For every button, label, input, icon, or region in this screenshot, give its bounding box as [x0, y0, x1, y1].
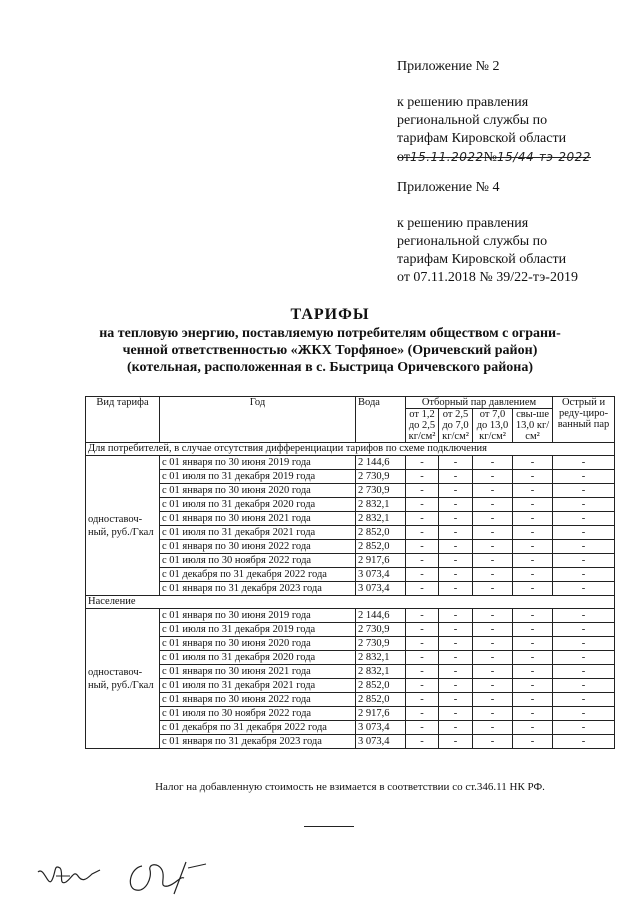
header-pressure-4: свы-ше 13,0 кг/см² [513, 409, 553, 443]
header-tariff-type: Вид тарифа [86, 397, 160, 443]
sharp-steam-cell: - [553, 693, 615, 707]
period-cell: с 01 января по 30 июня 2022 года [160, 540, 356, 554]
period-cell: с 01 января по 30 июня 2021 года [160, 512, 356, 526]
period-cell: с 01 июля по 31 декабря 2019 года [160, 623, 356, 637]
period-cell: с 01 декабря по 31 декабря 2022 года [160, 721, 356, 735]
pressure-2-cell: - [439, 637, 473, 651]
pressure-4-cell: - [513, 609, 553, 623]
pressure-2-cell: - [439, 470, 473, 484]
table-row [86, 512, 615, 526]
period-cell: с 01 июля по 31 декабря 2021 года [160, 526, 356, 540]
header-water: Вода [356, 397, 406, 443]
pressure-4-cell: - [513, 456, 553, 470]
pressure-1-cell: - [406, 582, 439, 596]
appendix-2-date-number-line [397, 148, 591, 167]
pressure-2-cell: - [439, 498, 473, 512]
heading-line-1: на тепловую энергию, поставляемую потребителям обществом с ограни- [99, 326, 561, 341]
pressure-1-cell: - [406, 707, 439, 721]
sharp-steam-cell: - [553, 637, 615, 651]
pressure-1-cell: - [406, 637, 439, 651]
period-cell: с 01 января по 30 июня 2019 года [160, 609, 356, 623]
table-row [86, 568, 615, 582]
pressure-2-cell: - [439, 540, 473, 554]
pressure-1-cell: - [406, 554, 439, 568]
heading-title: ТАРИФЫ [290, 306, 370, 323]
appendix-4-block [397, 179, 578, 287]
pressure-1-cell: - [406, 735, 439, 749]
appendix-4-line-2: региональной службы по [397, 234, 548, 249]
water-price-cell: 2 832,1 [356, 651, 406, 665]
pressure-2-cell: - [439, 665, 473, 679]
sharp-steam-cell: - [553, 582, 615, 596]
sharp-steam-cell: - [553, 456, 615, 470]
water-price-cell: 2 852,0 [356, 540, 406, 554]
pressure-2-cell: - [439, 484, 473, 498]
pressure-3-cell: - [473, 735, 513, 749]
pressure-1-cell: - [406, 651, 439, 665]
pressure-1-cell: - [406, 456, 439, 470]
pressure-1-cell: - [406, 665, 439, 679]
period-cell: с 01 июля по 30 ноября 2022 года [160, 554, 356, 568]
pressure-2-cell: - [439, 693, 473, 707]
tariff-table [85, 396, 615, 749]
handwritten-date: 15.11.2022 [409, 150, 484, 164]
pressure-2-cell: - [439, 609, 473, 623]
period-cell: с 01 июля по 31 декабря 2019 года [160, 470, 356, 484]
pressure-3-cell: - [473, 693, 513, 707]
pressure-1-cell: - [406, 484, 439, 498]
number-prefix: № [483, 150, 498, 165]
section-row [86, 596, 615, 609]
header-pressure-2: от 2,5 до 7,0 кг/см² [439, 409, 473, 443]
pressure-3-cell: - [473, 568, 513, 582]
appendix-4-title: Приложение № 4 [397, 180, 500, 195]
table-row [86, 721, 615, 735]
water-price-cell: 2 144,6 [356, 456, 406, 470]
period-cell: с 01 января по 30 июня 2020 года [160, 637, 356, 651]
water-price-cell: 3 073,4 [356, 721, 406, 735]
pressure-4-cell: - [513, 554, 553, 568]
pressure-1-cell: - [406, 498, 439, 512]
pressure-4-cell: - [513, 540, 553, 554]
table-row [86, 540, 615, 554]
pressure-2-cell: - [439, 721, 473, 735]
water-price-cell: 2 917,6 [356, 554, 406, 568]
pressure-4-cell: - [513, 582, 553, 596]
water-price-cell: 2 730,9 [356, 470, 406, 484]
pressure-4-cell: - [513, 651, 553, 665]
period-cell: с 01 декабря по 31 декабря 2022 года [160, 568, 356, 582]
period-cell: с 01 июля по 30 ноября 2022 года [160, 707, 356, 721]
water-price-cell: 2 730,9 [356, 623, 406, 637]
pressure-3-cell: - [473, 512, 513, 526]
pressure-3-cell: - [473, 651, 513, 665]
table-header-row-1 [86, 397, 615, 409]
appendix-2-line-2: региональной службы по [397, 113, 548, 128]
vat-note: Налог на добавленную стоимость не взимается в соответствии со ст.346.11 НК РФ. [155, 781, 545, 793]
water-price-cell: 2 852,0 [356, 679, 406, 693]
appendix-2-line-3: тарифам Кировской области [397, 131, 567, 146]
table-row [86, 665, 615, 679]
pressure-4-cell: - [513, 735, 553, 749]
table-row [86, 693, 615, 707]
sharp-steam-cell: - [553, 679, 615, 693]
pressure-1-cell: - [406, 721, 439, 735]
sharp-steam-cell: - [553, 735, 615, 749]
pressure-2-cell: - [439, 679, 473, 693]
pressure-4-cell: - [513, 665, 553, 679]
period-cell: с 01 января по 31 декабря 2023 года [160, 735, 356, 749]
pressure-2-cell: - [439, 526, 473, 540]
water-price-cell: 3 073,4 [356, 568, 406, 582]
sharp-steam-cell: - [553, 665, 615, 679]
pressure-2-cell: - [439, 568, 473, 582]
pressure-3-cell: - [473, 456, 513, 470]
pressure-4-cell: - [513, 637, 553, 651]
pressure-3-cell: - [473, 721, 513, 735]
sharp-steam-cell: - [553, 484, 615, 498]
end-divider [304, 826, 354, 827]
table-row [86, 637, 615, 651]
period-cell: с 01 июля по 31 декабря 2021 года [160, 679, 356, 693]
pressure-1-cell: - [406, 470, 439, 484]
pressure-3-cell: - [473, 498, 513, 512]
pressure-4-cell: - [513, 498, 553, 512]
header-sharp-steam: Острый и реду-циро-ванный пар [553, 397, 615, 443]
pressure-4-cell: - [513, 470, 553, 484]
period-cell: с 01 июля по 31 декабря 2020 года [160, 498, 356, 512]
water-price-cell: 2 730,9 [356, 484, 406, 498]
heading-line-3: (котельная, расположенная в с. Быстрица Оричевского района) [126, 360, 534, 375]
pressure-3-cell: - [473, 609, 513, 623]
table-row [86, 526, 615, 540]
water-price-cell: 2 730,9 [356, 637, 406, 651]
sharp-steam-cell: - [553, 498, 615, 512]
signature-1 [36, 858, 106, 894]
sharp-steam-cell: - [553, 623, 615, 637]
water-price-cell: 2 832,1 [356, 512, 406, 526]
appendix-2-line-1: к решению правления [397, 95, 529, 110]
table-row [86, 651, 615, 665]
appendix-4-line-4: от 07.11.2018 № 39/22-тэ-2019 [397, 270, 578, 285]
pressure-2-cell: - [439, 707, 473, 721]
table-row [86, 609, 615, 623]
table-row [86, 498, 615, 512]
pressure-4-cell: - [513, 679, 553, 693]
sharp-steam-cell: - [553, 721, 615, 735]
section-label: Население [86, 596, 615, 609]
pressure-2-cell: - [439, 623, 473, 637]
water-price-cell: 2 917,6 [356, 707, 406, 721]
strike-through-line [397, 157, 591, 158]
pressure-1-cell: - [406, 693, 439, 707]
pressure-1-cell: - [406, 540, 439, 554]
water-price-cell: 2 852,0 [356, 693, 406, 707]
pressure-1-cell: - [406, 623, 439, 637]
appendix-2-block [397, 58, 591, 167]
pressure-3-cell: - [473, 540, 513, 554]
pressure-2-cell: - [439, 582, 473, 596]
pressure-3-cell: - [473, 484, 513, 498]
header-year: Год [160, 397, 356, 443]
pressure-3-cell: - [473, 470, 513, 484]
pressure-4-cell: - [513, 568, 553, 582]
pressure-3-cell: - [473, 665, 513, 679]
pressure-1-cell: - [406, 568, 439, 582]
pressure-2-cell: - [439, 735, 473, 749]
pressure-3-cell: - [473, 623, 513, 637]
pressure-1-cell: - [406, 526, 439, 540]
section-row [86, 443, 615, 456]
section-label: Для потребителей, в случае отсутствия дифференциации тарифов по схеме подключения [86, 443, 615, 456]
pressure-4-cell: - [513, 484, 553, 498]
signature-2 [122, 858, 212, 898]
table-row [86, 735, 615, 749]
document-heading [70, 305, 590, 376]
pressure-1-cell: - [406, 609, 439, 623]
pressure-4-cell: - [513, 526, 553, 540]
water-price-cell: 3 073,4 [356, 735, 406, 749]
pressure-2-cell: - [439, 456, 473, 470]
water-price-cell: 2 832,1 [356, 665, 406, 679]
water-price-cell: 2 832,1 [356, 498, 406, 512]
tariff-kind-cell: одноставоч-ный, руб./Гкал [86, 456, 160, 596]
pressure-3-cell: - [473, 554, 513, 568]
handwritten-number: 15/44-тэ-2022 [497, 150, 591, 164]
pressure-3-cell: - [473, 637, 513, 651]
pressure-3-cell: - [473, 679, 513, 693]
water-price-cell: 2 852,0 [356, 526, 406, 540]
header-pressure-1: от 1,2 до 2,5 кг/см² [406, 409, 439, 443]
header-pressure-3: от 7,0 до 13,0 кг/см² [473, 409, 513, 443]
pressure-4-cell: - [513, 693, 553, 707]
sharp-steam-cell: - [553, 512, 615, 526]
table-row [86, 470, 615, 484]
pressure-1-cell: - [406, 512, 439, 526]
period-cell: с 01 января по 30 июня 2019 года [160, 456, 356, 470]
pressure-4-cell: - [513, 707, 553, 721]
period-cell: с 01 июля по 31 декабря 2020 года [160, 651, 356, 665]
pressure-3-cell: - [473, 707, 513, 721]
sharp-steam-cell: - [553, 707, 615, 721]
table-row [86, 679, 615, 693]
period-cell: с 01 января по 30 июня 2021 года [160, 665, 356, 679]
appendix-4-line-1: к решению правления [397, 216, 529, 231]
period-cell: с 01 января по 30 июня 2020 года [160, 484, 356, 498]
table-row [86, 582, 615, 596]
appendix-4-line-3: тарифам Кировской области [397, 252, 567, 267]
period-cell: с 01 января по 30 июня 2022 года [160, 693, 356, 707]
table-row [86, 484, 615, 498]
pressure-2-cell: - [439, 554, 473, 568]
sharp-steam-cell: - [553, 470, 615, 484]
appendix-2-title: Приложение № 2 [397, 59, 500, 74]
table-row [86, 554, 615, 568]
sharp-steam-cell: - [553, 540, 615, 554]
pressure-4-cell: - [513, 721, 553, 735]
pressure-3-cell: - [473, 526, 513, 540]
tariff-kind-cell: одноставоч-ный, руб./Гкал [86, 609, 160, 749]
pressure-2-cell: - [439, 651, 473, 665]
sharp-steam-cell: - [553, 651, 615, 665]
sharp-steam-cell: - [553, 526, 615, 540]
pressure-1-cell: - [406, 679, 439, 693]
pressure-2-cell: - [439, 512, 473, 526]
table-row [86, 623, 615, 637]
period-cell: с 01 января по 31 декабря 2023 года [160, 582, 356, 596]
from-prefix: от [397, 150, 410, 165]
header-steam-group: Отборный пар давлением [406, 397, 553, 409]
heading-line-2: ченной ответственностью «ЖКХ Торфяное» (Оричевский район) [122, 343, 538, 358]
table-row [86, 456, 615, 470]
sharp-steam-cell: - [553, 609, 615, 623]
pressure-3-cell: - [473, 582, 513, 596]
pressure-4-cell: - [513, 512, 553, 526]
pressure-4-cell: - [513, 623, 553, 637]
water-price-cell: 3 073,4 [356, 582, 406, 596]
sharp-steam-cell: - [553, 554, 615, 568]
water-price-cell: 2 144,6 [356, 609, 406, 623]
sharp-steam-cell: - [553, 568, 615, 582]
table-row [86, 707, 615, 721]
